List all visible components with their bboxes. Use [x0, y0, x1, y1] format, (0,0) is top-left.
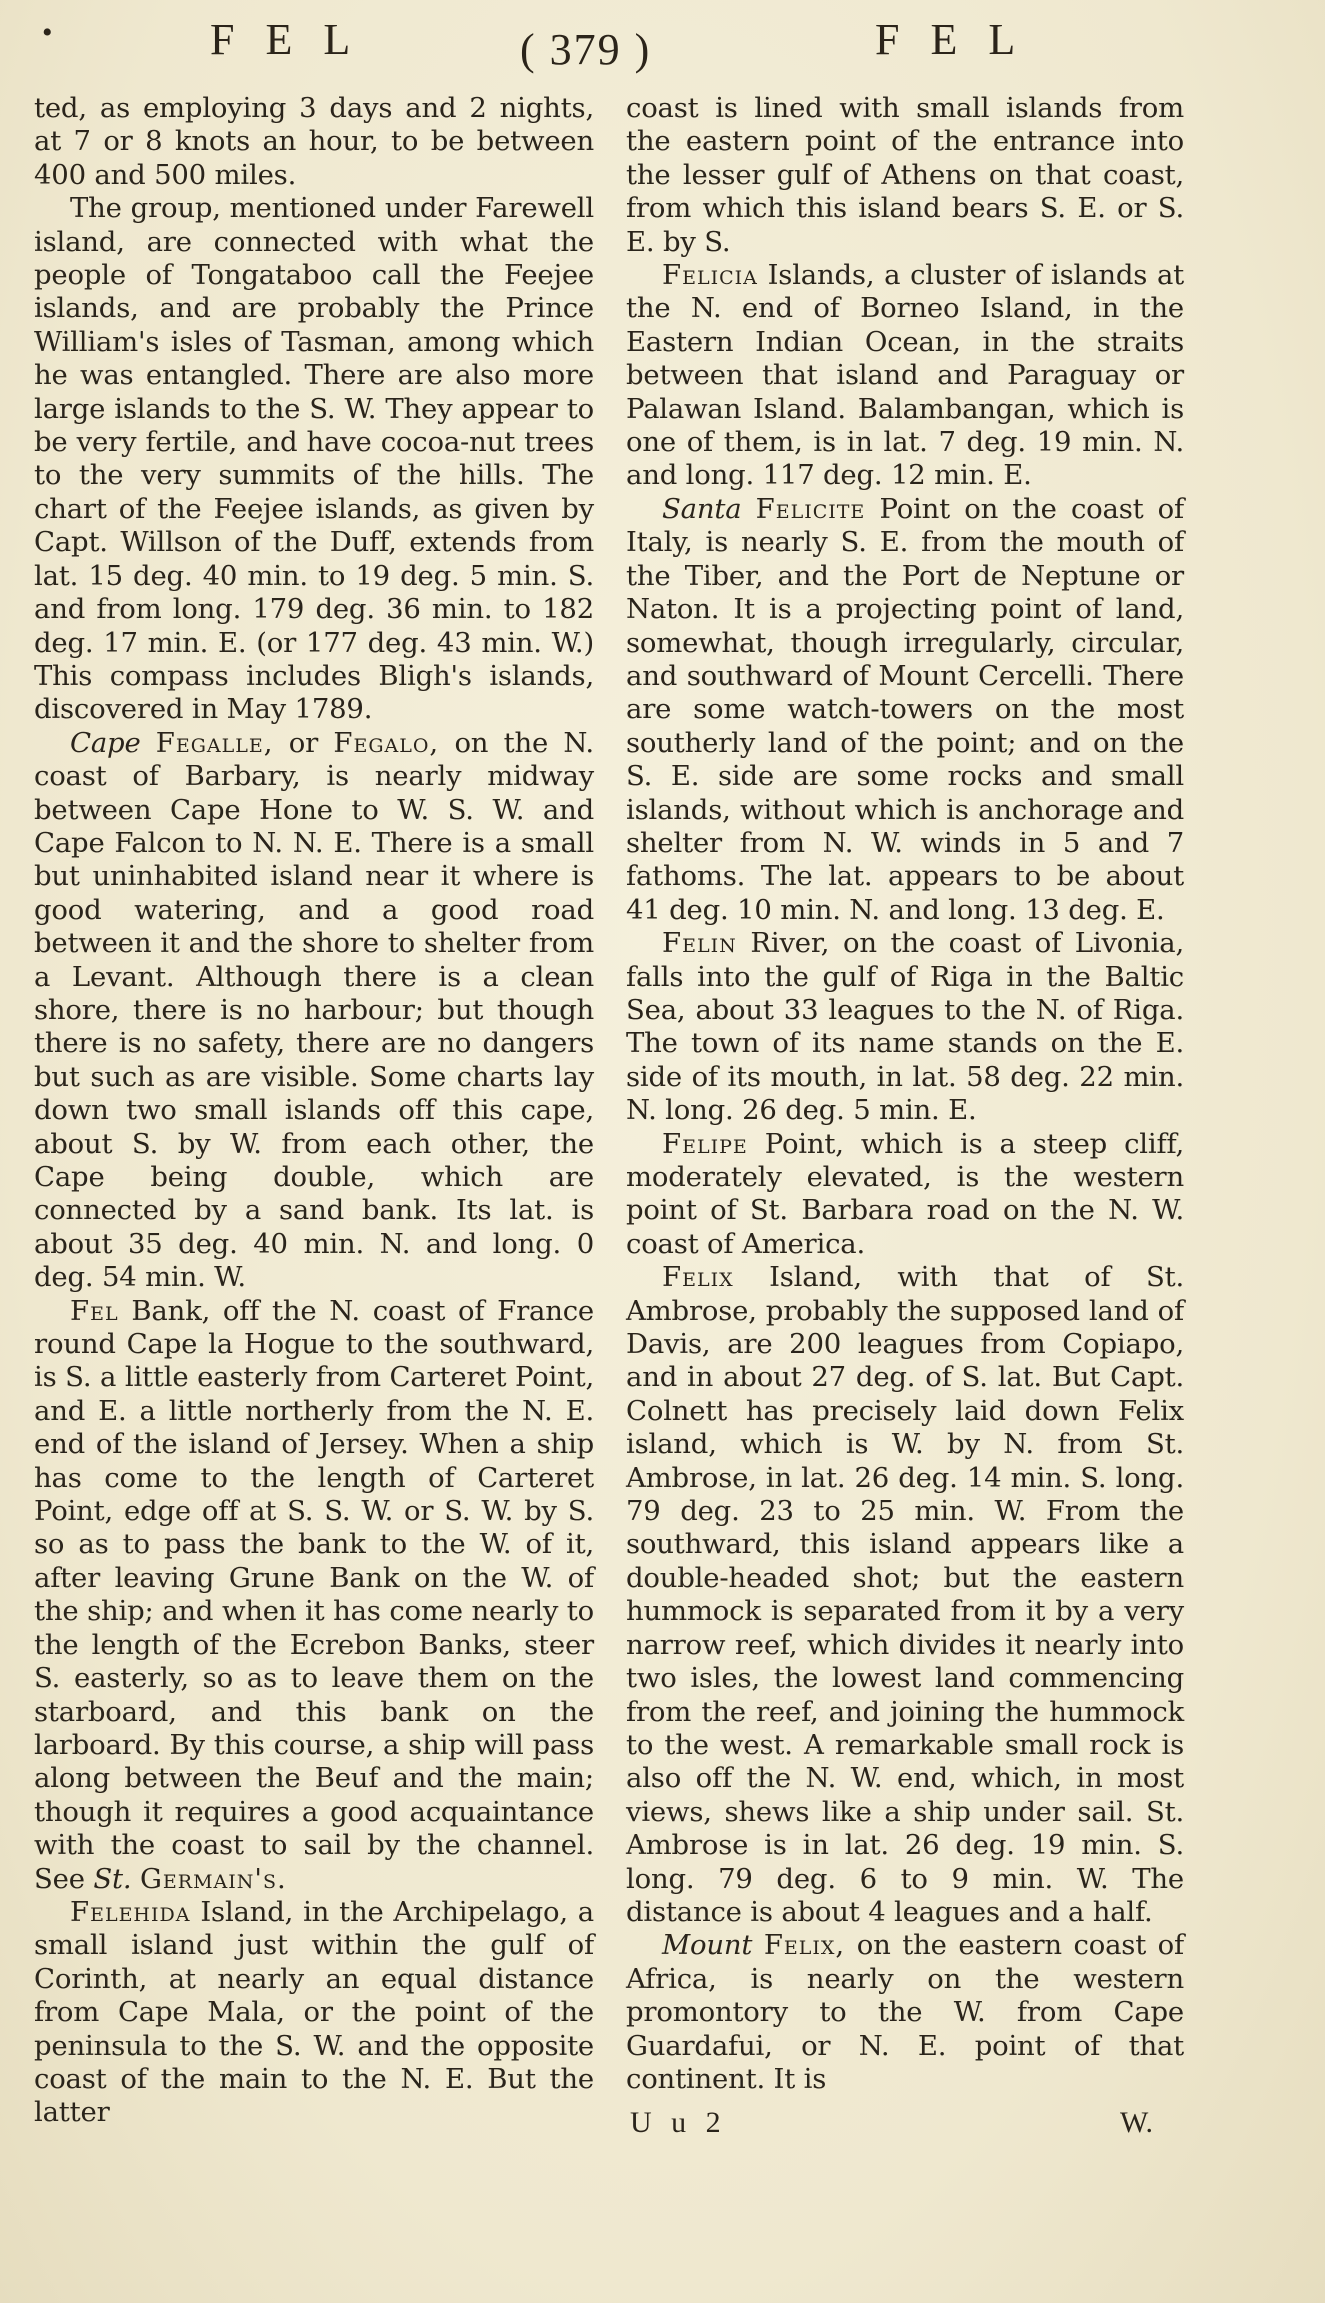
entry-headword: Fel	[70, 1294, 119, 1327]
entry-fegalle	[34, 727, 594, 1295]
entry-headword: Felin	[662, 927, 737, 960]
entry-headword: Felicite	[755, 492, 866, 525]
entry-fel-bank	[34, 1295, 594, 1896]
entry-felehida	[34, 1896, 594, 2130]
left-running-head: F E L	[210, 15, 361, 64]
header-dot: •	[42, 16, 63, 49]
entry-text: Islands, a cluster of islands at the N. end of Borneo Island, in the Eastern Indian Ocean, in the straits between that island and Paraguay or Palawan Island. Balambangan, which is one of them, is in lat. 7 deg. 19 min. N. and long. 117 deg. 12 min. E.	[626, 259, 1184, 492]
paragraph: The group, mentioned under Farewell island, are connected with what the people of Tongataboo call the Feejee islands, and are probably the Prince William's isles of Tasman, among which he was entangled. There are also more large islands to the S. W. They appear to be very fertile, and have cocoa-nut trees to the very summits of the hills. The chart of the Feejee islands, as given by Capt. Willson of the Duff, extends from lat. 15 deg. 40 min. to 19 deg. 5 min. S. and from long. 179 deg. 36 min. to 182 deg. 17 min. E. (or 177 deg. 43 min. W.) This compass includes Bligh's islands, discovered in May 1789.	[34, 192, 594, 726]
running-header	[0, 14, 1325, 84]
entry-headword: Fegalo,	[333, 726, 440, 759]
cross-reference: St.	[93, 1862, 132, 1895]
entry-text: Island, with that of St. Ambrose, probably the supposed land of Davis, are 200 leagues from Copiapo, and in about 27 deg. of S. lat. But Capt. Colnett has precisely laid down Felix island, which is W. by N. from St. Ambrose, in lat. 26 deg. 14 min. S. long. 79 deg. 23 to 25 min. W. From the southward, this island appears like a double-headed shot; but the eastern hummock is separated from it by a very narrow reef, which divides it nearly into two isles, the lowest land commencing from the reef, and joining the hummock to the west. A remarkable small rock is also off the N. W. end, which, in most views, shews like a ship under sail. St. Ambrose is in lat. 26 deg. 19 min. S. long. 79 deg. 6 to 9 min. W. The distance is about 4 leagues and a half.	[626, 1261, 1184, 1928]
catchword: W.	[1120, 2106, 1154, 2139]
entry-felix	[626, 1261, 1184, 1929]
paragraph: ted, as employing 3 days and 2 nights, at 7 or 8 knots an hour, to be between 400 and 500 miles.	[34, 92, 594, 191]
entry-felipe	[626, 1128, 1184, 1262]
entry-text: Island, in the Archipelago, a small island just within the gulf of Corinth, at nearly an equal distance from Cape Mala, or the point of the peninsula to the S. W. and the opposite coast of the main to the N. E. But the latter	[34, 1895, 594, 2129]
cross-reference-word: Germain's.	[139, 1862, 287, 1895]
entry-felicite	[626, 493, 1184, 927]
entry-headword: Felehida	[70, 1895, 191, 1928]
page-number: ( 379 )	[520, 25, 652, 74]
entry-text: on the N. coast of Barbary, is nearly midway between Cape Hone to W. S. W. and Cape Falcon to N. N. E. There is a small but uninhabited island near it where is good watering, and a good road between it and the shore to shelter from a Levant. Although there is a clean shore, there is no harbour; but though there is no safety, there are no dangers but such as are visible. Some charts lay down two small islands off this cape, about S. by W. from each other, the Cape being double, which are connected by a sand bank. Its lat. is about 35 deg. 40 min. N. and long. 0 deg. 54 min. W.	[34, 726, 594, 1294]
left-column	[34, 92, 594, 2130]
entry-headword: Felipe	[662, 1127, 748, 1160]
entry-prefix: Cape	[70, 726, 141, 759]
entry-text: Point on the coast of Italy, is nearly S. E. from the mouth of the Tiber, and the Port de Neptune or Naton. It is a projecting point of land, somewhat, though irregularly, circular, and southward of Mount Cercelli. There are some watch-towers on the most southerly land of the point; and on the S. E. side are some rocks and small islands, without which is anchorage and shelter from N. W. winds in 5 and 7 fathoms. The lat. appears to be about 41 deg. 10 min. N. and long. 13 deg. E.	[626, 492, 1185, 926]
right-running-head: F E L	[875, 15, 1026, 64]
entry-prefix: Mount	[662, 1929, 753, 1962]
entry-prefix: Santa	[662, 492, 742, 525]
entry-text: Bank, off the N. coast of France round Cape la Hogue to the southward, is S. a little easterly from Carteret Point, and E. a little northerly from the N. E. end of the island of Jersey. When a ship has come to the length of Carteret Point, edge off at S. S. W. or S. W. by S. so as to pass the bank to the W. of it, after leaving Grune Bank on the W. of the ship; and when it has come nearly to the length of the Ecrebon Banks, steer S. easterly, so as to leave them on the starboard, and this bank on the larboard. By this course, a ship will pass along between the Beuf and the main; though it requires a good acquaintance with the coast to sail by the channel. See	[34, 1294, 594, 1895]
entry-headword: Felicia	[662, 259, 758, 292]
entry-headword: Felix	[662, 1261, 734, 1294]
entry-text: on the eastern coast of Africa, is nearly on the western promontory to the W. from Cape Guardafui, or N. E. point of that continent. It is	[626, 1929, 1184, 2095]
entry-felicia	[626, 259, 1184, 493]
signature-mark: U u 2	[630, 2106, 727, 2139]
entry-text: Point, which is a steep cliff, moderately elevated, is the western point of St. Barbara road on the N. W. coast of America.	[626, 1127, 1184, 1260]
entry-headword: Felix,	[763, 1929, 846, 1962]
entry-text: River, on the coast of Livonia, falls into the gulf of Riga in the Baltic Sea, about 33 leagues to the N. of Riga. The town of its name stands on the E. side of its mouth, in lat. 58 deg. 22 min. N. long. 26 deg. 5 min. E.	[626, 927, 1184, 1127]
entry-headword: Fegalle,	[155, 726, 274, 759]
right-column	[626, 92, 1184, 2096]
paragraph: coast is lined with small islands from the eastern point of the entrance into the lesser gulf of Athens on that coast, from which this island bears S. E. or S. E. by S.	[626, 92, 1184, 258]
entry-mount-felix	[626, 1929, 1184, 2096]
entry-text: or	[288, 726, 319, 759]
entry-felin	[626, 927, 1184, 1127]
